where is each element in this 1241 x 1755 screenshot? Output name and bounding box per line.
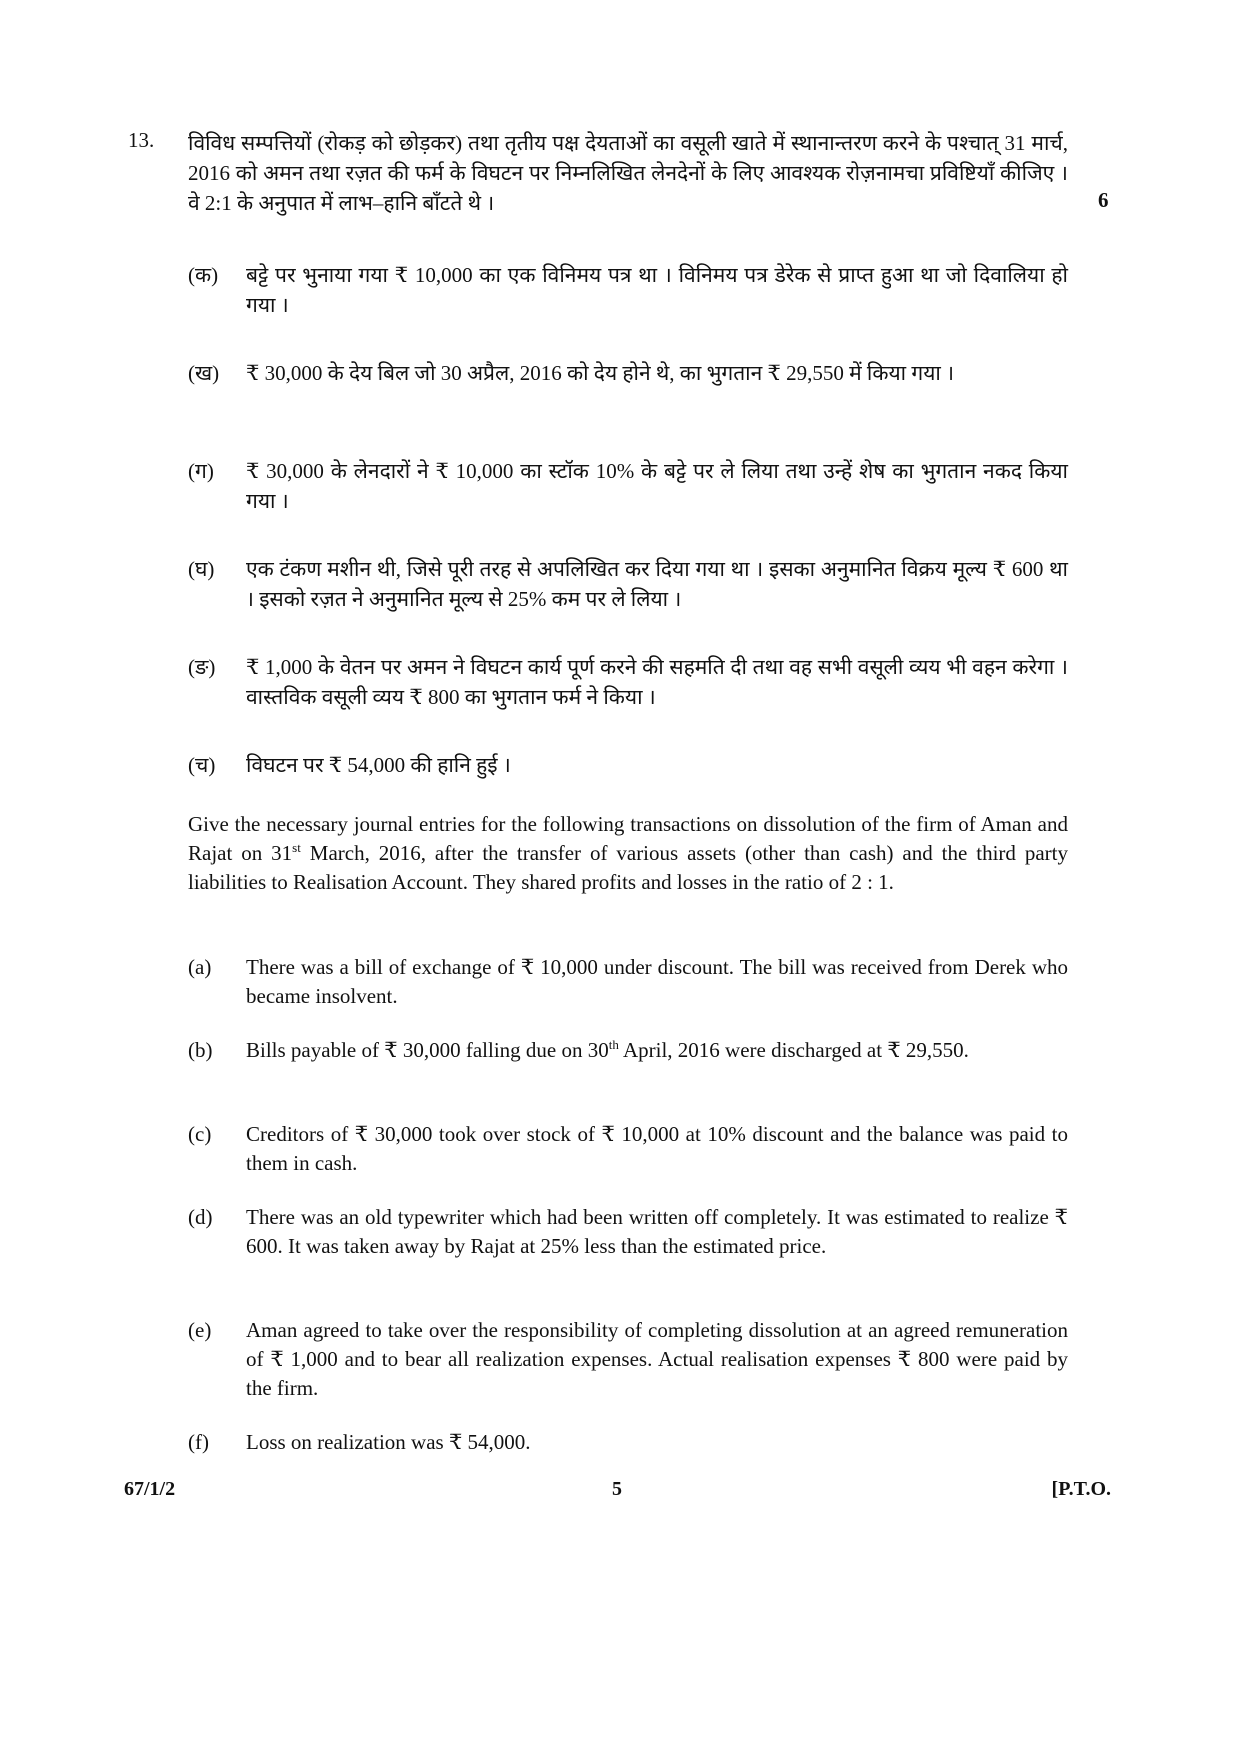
item-label: (b) — [188, 1038, 213, 1062]
question-number: 13. — [128, 128, 155, 152]
item-text: विघटन पर ₹ 54,000 की हानि हुई । — [246, 753, 511, 777]
item-label: (d) — [188, 1205, 213, 1229]
item-label: (f) — [188, 1430, 209, 1454]
english-item-c — [188, 1120, 1068, 1178]
item-text: बट्टे पर भुनाया गया ₹ 10,000 का एक विनिमय पत्र था । विनिमय पत्र डेरेक से प्राप्त हुआ था जो दिवालिया हो गया । — [246, 263, 1068, 317]
english-item-e — [188, 1316, 1068, 1403]
english-item-b — [188, 1036, 1068, 1065]
item-label: (च) — [188, 753, 216, 777]
hindi-item-gha — [188, 554, 1068, 614]
superscript: st — [292, 840, 301, 855]
hindi-item-ka — [188, 260, 1068, 320]
superscript: th — [608, 1037, 619, 1052]
please-turn-over: [P.T.O. — [1051, 1478, 1111, 1500]
page-number: 5 — [612, 1478, 622, 1500]
item-text: ₹ 1,000 के वेतन पर अमन ने विघटन कार्य पूर्ण करने की सहमति दी तथा वह सभी वसूली व्यय भी वहन करेगा । वास्तविक वसूली व्यय ₹ 800 का भुगतान फर्म ने किया । — [246, 655, 1068, 709]
english-item-f — [188, 1428, 1068, 1457]
item-text: There was a bill of exchange of ₹ 10,000 under discount. The bill was received from Derek who became insolvent. — [246, 955, 1068, 1008]
item-text: There was an old typewriter which had been written off completely. It was estimated to realize ₹ 600. It was taken away by Rajat at 25% less than the estimated price. — [246, 1205, 1068, 1258]
paper-code: 67/1/2 — [124, 1478, 176, 1500]
item-text: Creditors of ₹ 30,000 took over stock of ₹ 10,000 at 10% discount and the balance was paid to them in cash. — [246, 1122, 1068, 1175]
hindi-item-cha — [188, 750, 1068, 780]
item-label: (घ) — [188, 557, 215, 581]
item-text: ₹ 30,000 के लेनदारों ने ₹ 10,000 का स्टॉक 10% के बट्टे पर ले लिया तथा उन्हें शेष का भुगतान नकद किया गया । — [246, 459, 1068, 513]
item-text: एक टंकण मशीन थी, जिसे पूरी तरह से अपलिखित कर दिया गया था । इसका अनुमानित विक्रय मूल्य ₹ 600 था । इसको रज़त ने अनुमानित मूल्य से 25% कम पर ले लिया । — [246, 557, 1068, 611]
item-text — [246, 1036, 1068, 1065]
item-text: Aman agreed to take over the responsibility of completing dissolution at an agreed remuneration of ₹ 1,000 and to bear all realization expenses. Actual realisation expenses ₹ 800 were paid by the firm. — [246, 1318, 1068, 1400]
hindi-item-ga — [188, 456, 1068, 516]
english-item-a — [188, 953, 1068, 1011]
intro-text: Give the necessary journal entries for the following transactions on dissolution of the firm of Aman and Rajat on 31 — [188, 812, 1068, 865]
item-label: (ग) — [188, 459, 214, 483]
item-label: (a) — [188, 955, 212, 979]
question-marks: 6 — [1098, 188, 1109, 212]
item-text: ₹ 30,000 के देय बिल जो 30 अप्रैल, 2016 को देय होने थे, का भुगतान ₹ 29,550 में किया गया । — [246, 361, 955, 385]
item-text-part: April, 2016 were discharged at ₹ 29,550. — [618, 1038, 969, 1062]
item-text: Loss on realization was ₹ 54,000. — [246, 1430, 531, 1454]
question-intro-english — [188, 810, 1068, 897]
item-label: (क) — [188, 263, 219, 287]
item-label: (ङ) — [188, 655, 216, 679]
question-intro-hindi: विविध सम्पत्तियों (रोकड़ को छोड़कर) तथा तृतीय पक्ष देयताओं का वसूली खाते में स्थानान्तरण करने के पश्चात् 31 मार्च, 2016 को अमन तथा रज़त की फर्म के विघटन पर निम्नलिखित लेनदेनों के लिए आवश्यक रोज़नामचा प्रविष्टियाँ कीजिए । वे 2:1 के अनुपात में लाभ–हानि बाँटते थे । — [188, 131, 1068, 215]
hindi-item-kha — [188, 358, 1068, 388]
hindi-item-nga — [188, 652, 1068, 712]
intro-text: March, 2016, after the transfer of various assets (other than cash) and the third party liabilities to Realisation Account. They shared profits and losses in the ratio of 2 : 1. — [188, 841, 1068, 894]
item-label: (c) — [188, 1122, 212, 1146]
item-label: (ख) — [188, 361, 220, 385]
english-item-d — [188, 1203, 1068, 1261]
item-text-part: Bills payable of ₹ 30,000 falling due on 30 — [246, 1038, 609, 1062]
item-label: (e) — [188, 1318, 212, 1342]
